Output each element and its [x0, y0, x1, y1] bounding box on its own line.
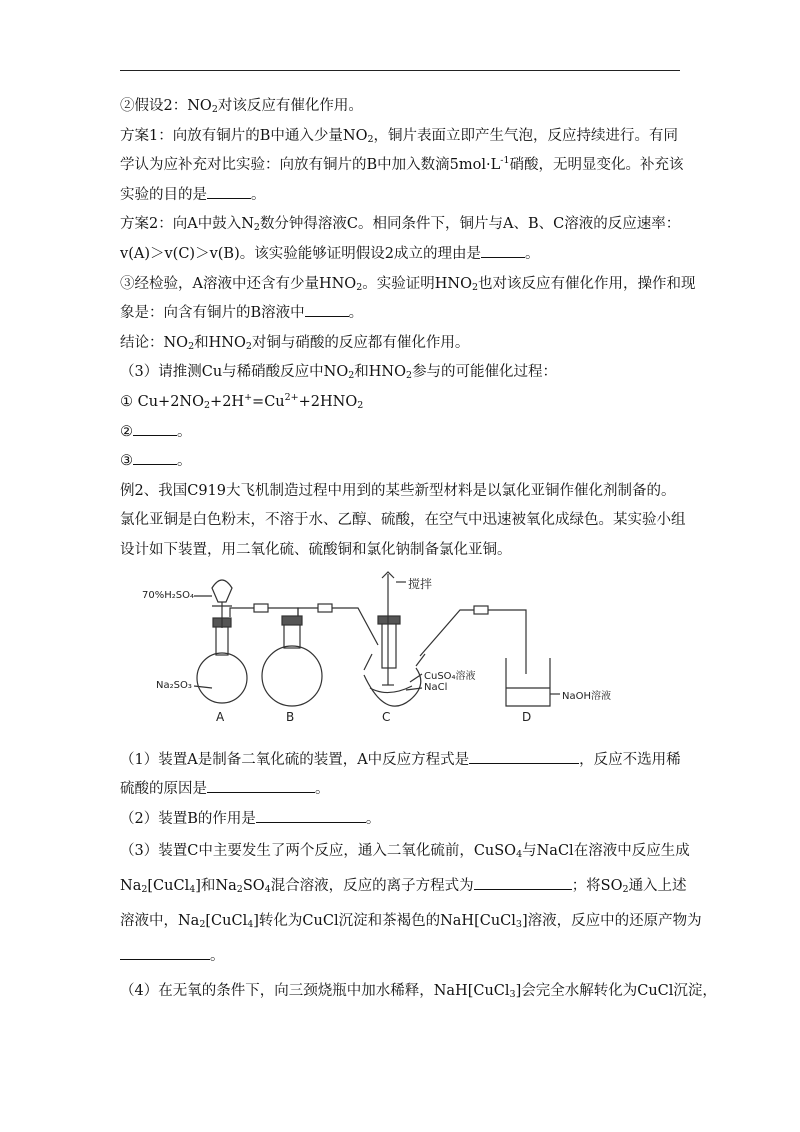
question-3: [120, 358, 685, 388]
text: 通入上述: [628, 878, 687, 895]
part2: [120, 805, 685, 835]
text: 硫酸的原因是: [120, 781, 207, 798]
header-rule: [120, 70, 680, 71]
part3-line4: [120, 939, 685, 974]
text: =Cu: [252, 393, 285, 410]
subscript: 2: [367, 133, 374, 145]
text: 。: [348, 305, 364, 322]
text: ③经检验，A溶液中还含有少量HNO: [120, 275, 357, 292]
answer-blank[interactable]: [133, 419, 177, 436]
answer-blank[interactable]: [207, 776, 315, 793]
text: 数分钟得溶液C。相同条件下，铜片与A、B、C溶液的反应速率：: [259, 216, 681, 233]
example2-line1: [120, 477, 685, 507]
text: ③: [120, 453, 133, 470]
label-salt: Na₂SO₃: [156, 679, 192, 691]
text: 。: [177, 453, 192, 470]
part1-line2: [120, 775, 685, 805]
answer-blank[interactable]: [207, 182, 251, 199]
plan1-line3: [120, 181, 685, 211]
text: 。: [210, 948, 225, 965]
text: 例2、我国C919大飞机制造过程中用到的某些新型材料是以氯化亚铜作催化剂制备的。: [120, 482, 676, 499]
flask-b: [262, 646, 322, 706]
answer-blank[interactable]: [469, 747, 579, 764]
text: 对该反应有催化作用。: [217, 98, 363, 114]
label-c: C: [382, 709, 391, 724]
subscript: 2: [357, 399, 364, 411]
plan2-line1: [120, 210, 685, 240]
text: 象是：向含有铜片的B溶液中: [120, 305, 305, 322]
label-acid: 70%H₂SO₄: [142, 589, 194, 601]
text: ②假设2：: [120, 98, 188, 114]
example2-line2: [120, 506, 685, 536]
text: 方案2：向A中鼓入N: [120, 216, 254, 233]
text: 。: [177, 423, 192, 440]
subscript: 2: [356, 281, 363, 293]
text: [CuCl: [205, 913, 248, 930]
part3-line1: [120, 834, 690, 869]
main-content: [120, 92, 717, 1009]
text: 也对该反应有催化作用，操作和现: [478, 275, 696, 292]
text: ，铜片表面立即产生气泡，反应持续进行。有同: [373, 127, 679, 144]
text: （4）在无氧的条件下，向三颈烧瓶中加水稀释，NaH[CuCl: [120, 983, 510, 1000]
text: 与NaCl在溶液中反应生成: [522, 843, 690, 860]
subscript: 2: [204, 399, 211, 411]
stopper-c: [378, 616, 400, 624]
flask-c-neck-center: [382, 620, 396, 668]
text: v(A)＞v(C)＞v(B)。该实验能够证明假设2成立的理由是: [120, 245, 481, 262]
subscript: 4: [264, 884, 271, 896]
subscript: 4: [516, 849, 523, 861]
hypothesis-2: [120, 92, 685, 122]
dropping-funnel: [212, 580, 232, 602]
text: 。: [524, 245, 540, 262]
label-naoh: NaOH溶液: [562, 690, 611, 702]
label-stir: 搅拌: [408, 576, 433, 591]
flask-c: [364, 668, 421, 706]
flask-a-neck: [216, 625, 228, 655]
text: 学认为应补充对比实验：向放有铜片的B中加入数滴5mol·L: [120, 157, 501, 174]
part4: [120, 974, 717, 1009]
flask-b-neck: [284, 622, 300, 648]
text: （3）请推测Cu与稀硝酸反应中NO: [120, 364, 349, 381]
subscript: 2: [348, 370, 355, 382]
label-b: B: [286, 709, 295, 724]
subscript: 3: [515, 919, 522, 931]
superscript: +: [244, 391, 253, 403]
equation-2: [120, 418, 685, 448]
subscript: 2: [245, 340, 252, 352]
text: 对铜与硝酸的反应都有催化作用。: [251, 334, 470, 351]
text: ②: [120, 423, 133, 440]
stopper-b: [282, 616, 302, 625]
rubber-joint: [318, 604, 332, 612]
label-a: A: [216, 709, 225, 724]
text: ]溶液，反应中的还原产物为: [521, 913, 702, 930]
equation-3: [120, 447, 685, 477]
label-cuso4: CuSO₄溶液: [424, 670, 476, 682]
text: 硝酸，无明显变化。补充该: [509, 157, 684, 174]
text: ]会完全水解转化为CuCl沉淀，: [515, 983, 717, 1000]
beaker-d: [506, 658, 550, 706]
text: 参与的可能催化过程：: [412, 364, 558, 381]
subscript: 2: [253, 222, 260, 234]
subscript: 2: [236, 884, 243, 896]
answer-blank[interactable]: [481, 241, 525, 258]
text: 混合溶液，反应的离子方程式为: [270, 878, 474, 895]
text: ]和Na: [195, 878, 237, 895]
text: ，反应不选用稀: [579, 751, 681, 768]
equation-1: [120, 388, 685, 418]
subscript: 3: [509, 989, 516, 1001]
example2-line3: [120, 536, 685, 566]
part3-line2: [120, 869, 685, 904]
apparatus-diagram: [120, 570, 685, 740]
text: 和HNO: [194, 334, 246, 351]
text: 设计如下装置，用二氧化硫、硫酸铜和氯化钠制备氯化亚铜。: [120, 541, 512, 558]
text: （2）装置B的作用是: [120, 810, 256, 827]
text: ]转化为CuCl沉淀和茶褐色的NaH[CuCl: [253, 913, 516, 930]
text: ；将SO: [571, 878, 623, 895]
answer-blank[interactable]: [120, 943, 210, 960]
flask-a: [197, 653, 247, 703]
part3-line3: [120, 904, 702, 939]
text: Na: [120, 878, 142, 895]
text: 。: [365, 810, 381, 827]
subscript: 4: [247, 919, 254, 931]
plan1-line2: [120, 151, 685, 181]
text: ① Cu+2NO: [120, 393, 204, 410]
subscript: 4: [189, 884, 196, 896]
liquid-c: [370, 686, 412, 693]
conclusion: [120, 329, 685, 359]
text: +2H: [210, 393, 245, 410]
rubber-joint: [474, 606, 488, 614]
subscript: 2: [199, 919, 206, 931]
check-line1: [120, 270, 696, 300]
part1-line1: [120, 746, 685, 776]
text: 。: [251, 186, 266, 203]
superscript: 2+: [284, 391, 299, 403]
label-nacl: NaCl: [424, 681, 448, 693]
text: 。: [315, 781, 330, 798]
rubber-joint: [254, 604, 268, 612]
subscript: 2: [188, 340, 195, 352]
answer-blank[interactable]: [474, 873, 572, 890]
answer-blank[interactable]: [133, 448, 177, 465]
plan2-line2: [120, 240, 685, 270]
text: 和HNO: [354, 364, 407, 381]
flask-c-neck-left: [364, 654, 372, 670]
text: NO: [187, 98, 212, 114]
text: [CuCl: [147, 878, 190, 895]
label-d: D: [522, 709, 532, 724]
answer-blank[interactable]: [305, 300, 349, 317]
apparatus-figure: [120, 570, 685, 740]
subscript: 2: [141, 884, 148, 896]
subscript: 2: [622, 884, 629, 896]
subscript: 2: [406, 370, 413, 382]
text: 实验的目的是: [120, 186, 207, 203]
leader-line: [194, 686, 212, 688]
superscript: -1: [500, 155, 510, 167]
subscript: 2: [211, 104, 218, 115]
text: SO: [242, 878, 265, 895]
text: 。实验证明HNO: [362, 275, 472, 292]
text: 方案1：向放有铜片的B中通入少量NO: [120, 127, 368, 144]
check-line2: [120, 299, 685, 329]
answer-blank[interactable]: [256, 806, 366, 823]
text: 结论：NO: [120, 334, 189, 351]
plan1-line1: [120, 122, 685, 152]
text: （3）装置C中主要发生了两个反应，通入二氧化硫前，CuSO: [120, 843, 517, 860]
text: 氯化亚铜是白色粉末，不溶于水、乙醇、硫酸，在空气中迅速被氧化成绿色。某实验小组: [120, 512, 686, 529]
text: 溶液中，Na: [120, 913, 200, 930]
text: +2HNO: [298, 393, 358, 410]
tube-b-c: [298, 608, 378, 645]
tube-c-d: [420, 610, 526, 674]
text: （1）装置A是制备二氧化硫的装置，A中反应方程式是: [120, 751, 470, 768]
subscript: 2: [471, 281, 479, 293]
